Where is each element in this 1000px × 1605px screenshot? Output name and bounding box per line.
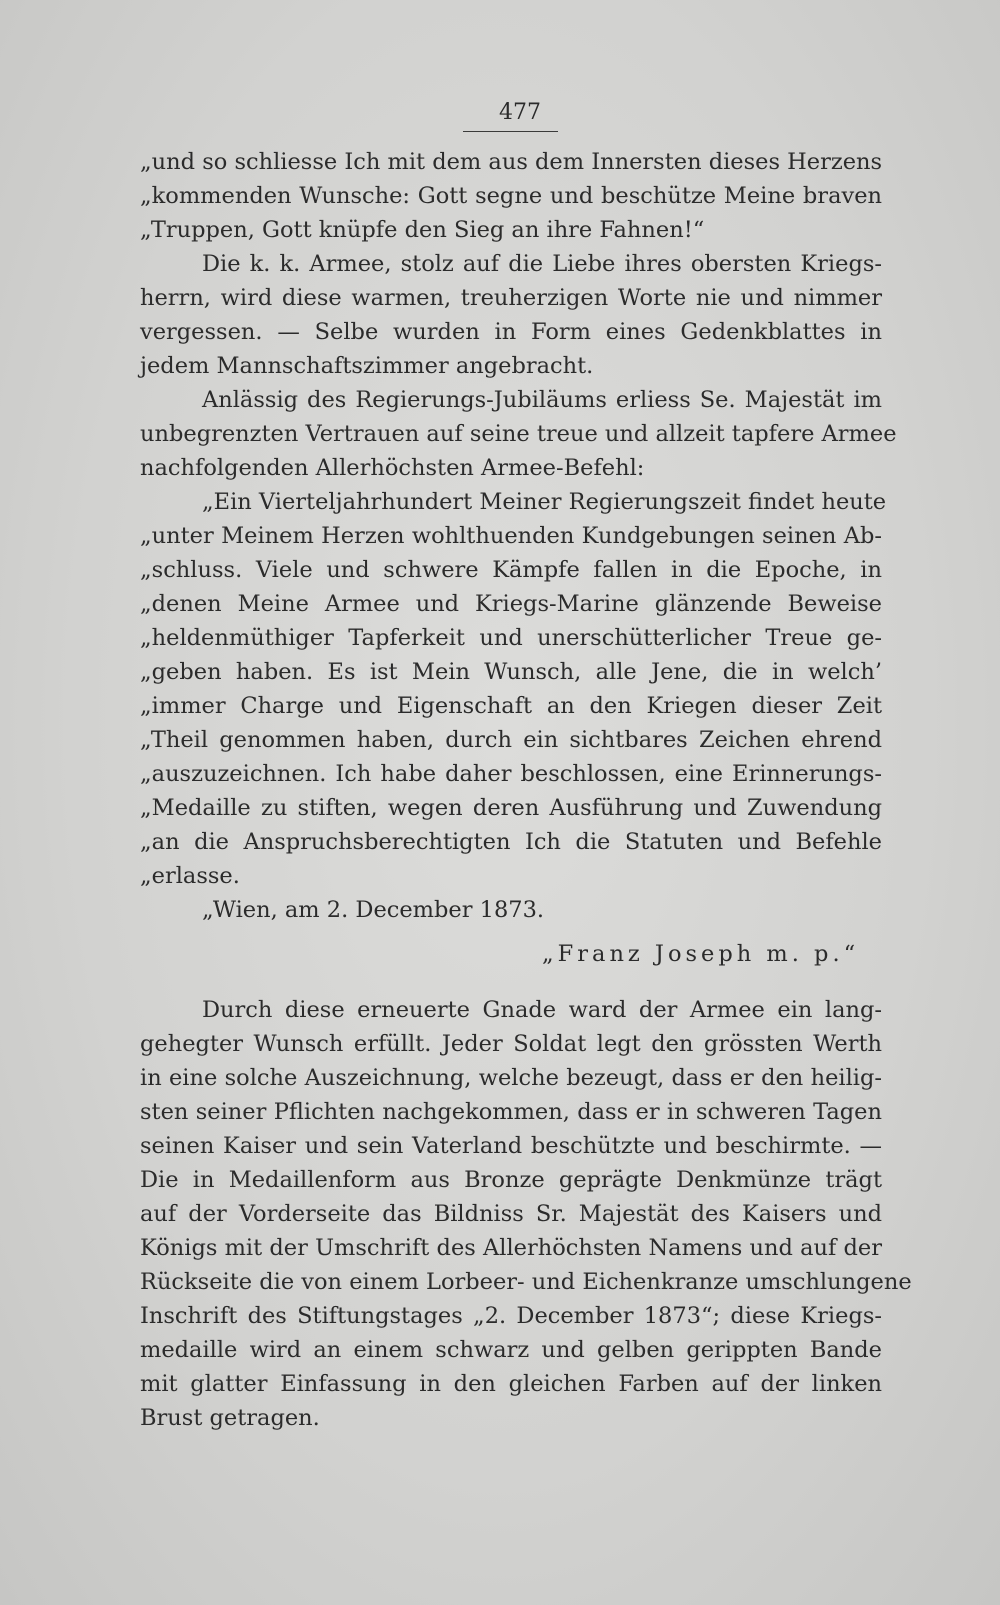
- text-line: „unter Meinem Herzen wohlthuenden Kundgebungen seinen Ab-: [140, 523, 882, 549]
- header-rule: [463, 131, 558, 132]
- text-line: herrn, wird diese warmen, treuherzigen Worte nie und nimmer: [140, 285, 882, 311]
- text-line: „Theil genommen haben, durch ein sichtbares Zeichen ehrend: [140, 727, 882, 753]
- text-line: vergessen. — Selbe wurden in Form eines Gedenkblattes in: [140, 319, 882, 345]
- text-line: Rückseite die von einem Lorbeer- und Eichenkranze umschlungene: [140, 1269, 912, 1295]
- text-line: sten seiner Pflichten nachgekommen, dass er in schweren Tagen: [140, 1099, 882, 1125]
- text-line: „an die Anspruchsberechtigten Ich die Statuten und Befehle: [140, 829, 882, 855]
- text-line: Inschrift des Stiftungstages „2. December 1873“; diese Kriegs-: [140, 1303, 882, 1329]
- text-line: „und so schliesse Ich mit dem aus dem Innersten dieses Herzens: [140, 149, 883, 175]
- text-line: nachfolgenden Allerhöchsten Armee-Befehl:: [140, 455, 645, 481]
- date-line: „Wien, am 2. December 1873.: [202, 897, 545, 923]
- text-line: Königs mit der Umschrift des Allerhöchsten Namens und auf der: [140, 1235, 882, 1261]
- text-line: jedem Mannschaftszimmer angebracht.: [140, 353, 594, 379]
- text-line: „heldenmüthiger Tapferkeit und unerschütterlicher Treue ge-: [140, 625, 882, 651]
- text-line: „erlasse.: [140, 863, 240, 889]
- text-line: „geben haben. Es ist Mein Wunsch, alle Jene, die in welch’: [140, 659, 882, 685]
- page-number: 477: [499, 100, 541, 125]
- text-line: auf der Vorderseite das Bildniss Sr. Majestät des Kaisers und: [140, 1201, 882, 1227]
- text-line: Anlässig des Regierungs-Jubiläums erliess Se. Majestät im: [202, 387, 882, 413]
- text-line: „denen Meine Armee und Kriegs-Marine glänzende Beweise: [140, 591, 882, 617]
- text-line: in eine solche Auszeichnung, welche bezeugt, dass er den heilig-: [140, 1065, 882, 1091]
- text-line: „Ein Vierteljahrhundert Meiner Regierungszeit findet heute: [202, 489, 887, 515]
- text-line: Die k. k. Armee, stolz auf die Liebe ihres obersten Kriegs-: [202, 251, 882, 277]
- text-line: Brust getragen.: [140, 1405, 320, 1431]
- text-line: „Truppen, Gott knüpfe den Sieg an ihre Fahnen!“: [140, 217, 705, 243]
- text-line: „Medaille zu stiften, wegen deren Ausführung und Zuwendung: [140, 795, 882, 821]
- text-line: mit glatter Einfassung in den gleichen Farben auf der linken: [140, 1371, 882, 1397]
- text-line: „schluss. Viele und schwere Kämpfe fallen in die Epoche, in: [140, 557, 882, 583]
- text-line: „kommenden Wunsche: Gott segne und beschütze Meine braven: [140, 183, 882, 209]
- text-line: „auszuzeichnen. Ich habe daher beschlossen, eine Erinnerungs-: [140, 761, 882, 787]
- text-line: Durch diese erneuerte Gnade ward der Armee ein lang-: [202, 997, 882, 1023]
- text-line: gehegter Wunsch erfüllt. Jeder Soldat legt den grössten Werth: [140, 1031, 882, 1057]
- text-line: Die in Medaillenform aus Bronze geprägte Denkmünze trägt: [140, 1167, 882, 1193]
- signature-line: „Franz Joseph m. p.“: [542, 941, 860, 967]
- text-line: „immer Charge und Eigenschaft an den Kriegen dieser Zeit: [140, 693, 882, 719]
- text-line: medaille wird an einem schwarz und gelben gerippten Bande: [140, 1337, 882, 1363]
- text-line: seinen Kaiser und sein Vaterland beschützte und beschirmte. —: [140, 1133, 882, 1159]
- text-line: unbegrenzten Vertrauen auf seine treue und allzeit tapfere Armee: [140, 421, 897, 447]
